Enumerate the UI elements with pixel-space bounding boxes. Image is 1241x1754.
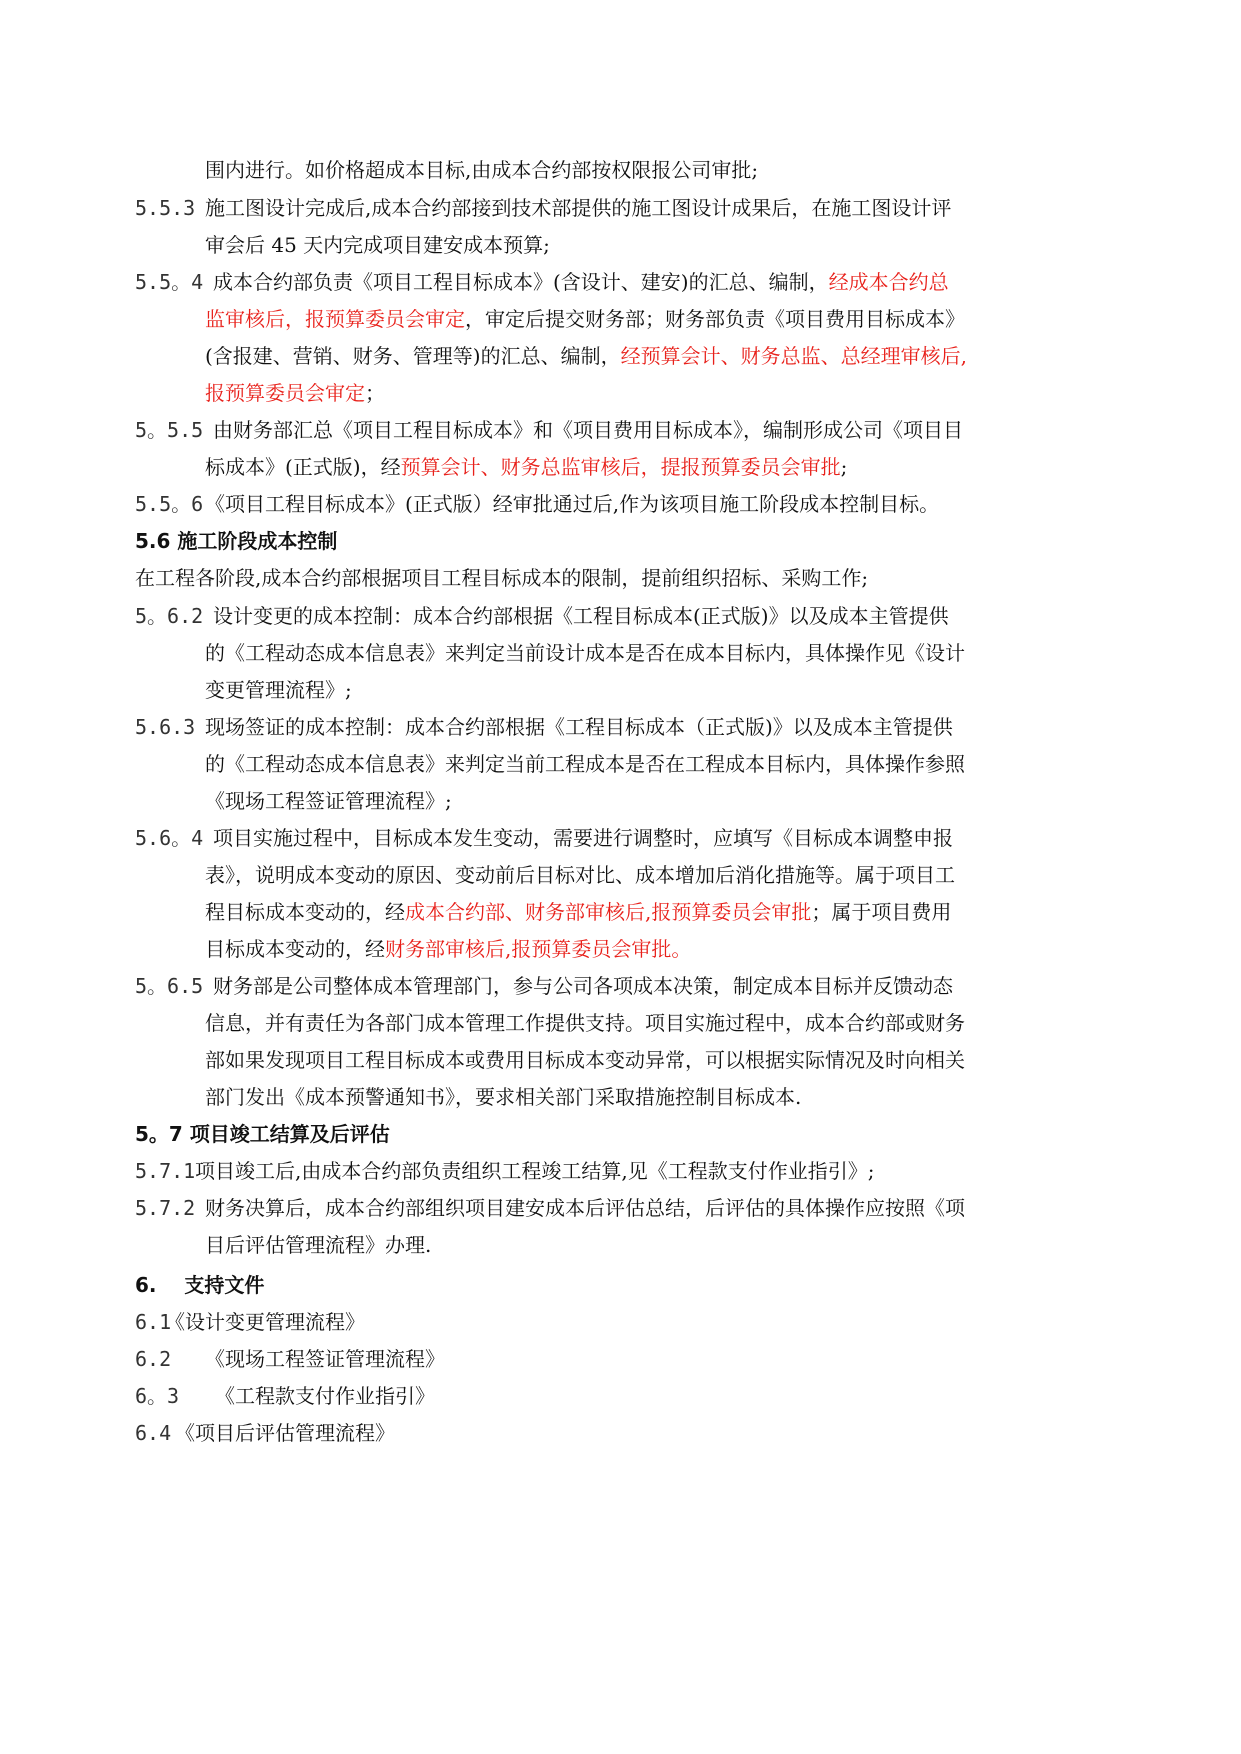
- file-number: 6。3: [135, 1384, 180, 1408]
- clause-number: 5.7.2: [135, 1196, 196, 1220]
- file-number: 6.2: [135, 1347, 172, 1371]
- clause-text: 项目竣工后,由成本合约部负责组织工程竣工结算,见《工程款支付作业指引》;: [195, 1159, 875, 1183]
- clause-text: 报预算委员会审定；: [205, 381, 385, 405]
- clause-text: 部如果发现项目工程目标成本或费用目标成本变动异常，可以根据实际情况及时向相关: [205, 1048, 965, 1072]
- clause-text: 由财务部汇总《项目工程目标成本》和《项目费用目标成本》，编制形成公司《项目目: [213, 418, 963, 442]
- clause-text: 变更管理流程》;: [205, 678, 352, 702]
- clause-text: 部门发出《成本预警通知书》，要求相关部门采取措施控制目标成本.: [205, 1085, 802, 1109]
- file-number: 6.4: [135, 1421, 172, 1445]
- file-title: 《项目后评估管理流程》: [175, 1421, 395, 1445]
- highlight-text: 监审核后，报预算委员会审定: [205, 307, 465, 331]
- clause-number: 5.5。6: [135, 492, 204, 516]
- clause-text: 审会后 45 天内完成项目建安成本预算;: [205, 233, 550, 257]
- clause-text: 设计变更的成本控制：成本合约部根据《工程目标成本(正式版)》以及成本主管提供: [213, 604, 949, 628]
- section-heading: 5。7 项目竣工结算及后评估: [135, 1122, 390, 1146]
- continuation-line: 围内进行。如价格超成本目标,由成本合约部按权限报公司审批;: [205, 158, 759, 182]
- section-intro: 在工程各阶段,成本合约部根据项目工程目标成本的限制，提前组织招标、采购工作;: [135, 566, 869, 590]
- section-heading: 6. 支持文件: [135, 1273, 265, 1297]
- clause-text: 财务决算后，成本合约部组织项目建安成本后评估总结，后评估的具体操作应按照《项: [205, 1196, 965, 1220]
- file-title: 《设计变更管理流程》: [165, 1310, 365, 1334]
- clause-text: 标成本》(正式版)，经预算会计、财务总监审核后，提报预算委员会审批;: [205, 455, 848, 479]
- clause-text: 监审核后，报预算委员会审定，审定后提交财务部；财务部负责《项目费用目标成本》: [205, 307, 965, 331]
- clause-text: 财务部是公司整体成本管理部门，参与公司各项成本决策，制定成本目标并反馈动态: [213, 974, 953, 998]
- highlight-text: 预算会计、财务总监审核后，提报预算委员会审批: [400, 455, 841, 479]
- file-number: 6.1: [135, 1310, 172, 1334]
- clause-text: 的《工程动态成本信息表》来判定当前工程成本是否在工程成本目标内，具体操作参照: [205, 752, 965, 776]
- clause-text: 信息，并有责任为各部门成本管理工作提供支持。项目实施过程中，成本合约部或财务: [205, 1011, 965, 1035]
- clause-text: 项目实施过程中，目标成本发生变动，需要进行调整时，应填写《目标成本调整申报: [213, 826, 953, 850]
- clause-number: 5.7.1: [135, 1159, 196, 1183]
- clause-text: 的《工程动态成本信息表》来判定当前设计成本是否在成本目标内，具体操作见《设计: [205, 641, 965, 665]
- file-title: 《现场工程签证管理流程》: [205, 1347, 445, 1371]
- clause-text: 程目标成本变动的，经成本合约部、财务部审核后,报预算委员会审批；属于项目费用: [205, 900, 952, 924]
- highlight-text: 成本合约部、财务部审核后,报预算委员会审批: [405, 900, 812, 924]
- clause-text: 成本合约部负责《项目工程目标成本》(含设计、建安)的汇总、编制，经成本合约总: [213, 270, 949, 294]
- clause-number: 5。6.5: [135, 974, 204, 998]
- section-heading: 5.6 施工阶段成本控制: [135, 529, 338, 553]
- clause-number: 5.6。4: [135, 826, 204, 850]
- clause-text: 施工图设计完成后,成本合约部接到技术部提供的施工图设计成果后，在施工图设计评: [205, 196, 952, 220]
- highlight-text: 经成本合约总: [828, 270, 949, 294]
- clause-number: 5。6.2: [135, 604, 204, 628]
- clause-number: 5。5.5: [135, 418, 204, 442]
- clause-text: 目后评估管理流程》办理.: [205, 1233, 432, 1257]
- clause-text: (含报建、营销、财务、管理等)的汇总、编制，经预算会计、财务总监、总经理审核后,: [205, 344, 967, 368]
- file-title: 《工程款支付作业指引》: [215, 1384, 435, 1408]
- highlight-text: 财务部审核后,报预算委员会审批。: [385, 937, 692, 961]
- clause-number: 5.6.3: [135, 715, 196, 739]
- highlight-text: 报预算委员会审定: [205, 381, 365, 405]
- clause-text: 表》，说明成本变动的原因、变动前后目标对比、成本增加后消化措施等。属于项目工: [205, 863, 955, 887]
- clause-text: 现场签证的成本控制：成本合约部根据《工程目标成本（正式版)》以及成本主管提供: [205, 715, 953, 739]
- clause-text: 《项目工程目标成本》(正式版）经审批通过后,作为该项目施工阶段成本控制目标。: [205, 492, 940, 516]
- clause-text: 《现场工程签证管理流程》;: [205, 789, 452, 813]
- highlight-text: 经预算会计、财务总监、总经理审核后,: [620, 344, 967, 368]
- clause-number: 5.5.3: [135, 196, 196, 220]
- clause-number: 5.5。4: [135, 270, 204, 294]
- clause-text: 目标成本变动的，经财务部审核后,报预算委员会审批。: [205, 937, 692, 961]
